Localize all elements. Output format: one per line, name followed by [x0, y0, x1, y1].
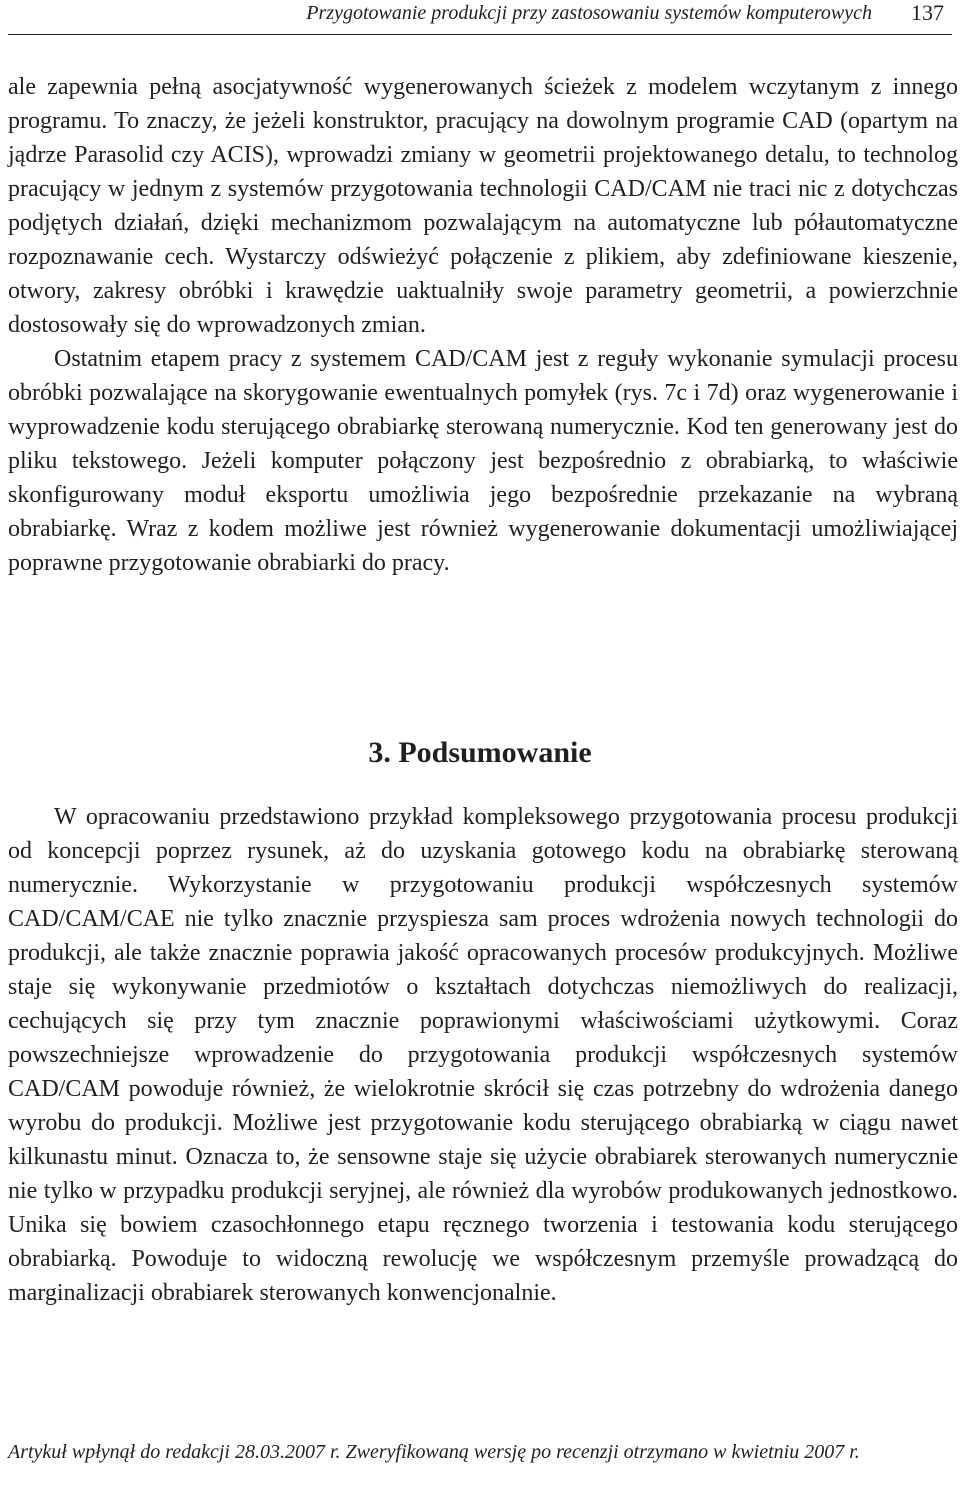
- submission-note: Artykuł wpłynął do redakcji 28.03.2007 r. Zweryfikowaną wersję po recenzji otrzymano w kwietniu 2007 r.: [8, 1441, 860, 1463]
- section-heading: 3. Podsumowanie: [368, 736, 592, 769]
- body-text-block: [8, 70, 958, 580]
- summary-text-block: [8, 800, 958, 1310]
- page-number: 137: [911, 0, 944, 25]
- body-paragraph: Ostatnim etapem pracy z systemem CAD/CAM jest z reguły wykonanie symulacji procesu obróbki pozwalające na skorygowanie ewentualnych pomyłek (rys. 7c i 7d) oraz wygenerowanie i wyprowadzenie kodu sterującego obrabiarkę sterowaną numerycznie. Kod ten generowany jest do pliku tekstowego. Jeżeli komputer połączony jest bezpośrednio z obrabiarką, to właściwie skonfigurowany moduł eksportu umożliwia jego bezpośrednie przekazanie na wybraną obrabiarkę. Wraz z kodem możliwe jest również wygenerowanie dokumentacji umożliwiającej poprawne przygotowanie obrabiarki do pracy.: [8, 346, 958, 576]
- continued-paragraph: ale zapewnia pełną asocjatywność wygenerowanych ścieżek z modelem wczytanym z innego programu. To znaczy, że jeżeli konstruktor, pracujący na dowolnym programie CAD (opartym na jądrze Parasolid czy ACIS), wprowadzi zmiany w geometrii projektowanego detalu, to technolog pracujący w jednym z systemów przygotowania technologii CAD/CAM nie traci nic z dotychczas podjętych działań, dzięki mechanizmom pozwalającym na automatyczne lub półautomatyczne rozpoznawanie cech. Wystarczy odświeżyć połączenie z plikiem, aby zdefiniowane kieszenie, otwory, zakresy obróbki i krawędzie uaktualniły swoje parametry geometrii, a powierzchnie dostosowały się do wprowadzonych zmian.: [8, 74, 958, 338]
- running-header: [8, 0, 952, 35]
- running-title: Przygotowanie produkcji przy zastosowaniu systemów komputerowych: [306, 2, 872, 24]
- summary-paragraph: W opracowaniu przedstawiono przykład kompleksowego przygotowania procesu produkcji od koncepcji poprzez rysunek, aż do uzyskania gotowego kodu na obrabiarkę sterowaną numerycznie. Wykorzystanie w przygotowaniu produkcji współczesnych systemów CAD/CAM/CAE nie tylko znacznie przyspiesza sam proces wdrożenia nowych technologii do produkcji, ale także znacznie poprawia jakość opracowanych procesów produkcyjnych. Możliwe staje się wykonywanie przedmiotów o kształtach dotychczas niemożliwych do realizacji, cechujących się przy tym znacznie poprawionymi właściwościami użytkowymi. Coraz powszechniejsze wprowadzenie do przygotowania produkcji współczesnych systemów CAD/CAM powoduje również, że wielokrotnie skrócił się czas potrzebny do wdrożenia danego wyrobu do produkcji. Możliwe jest przygotowanie kodu sterującego obrabiarką w ciągu nawet kilkunastu minut. Oznacza to, że sensowne staje się użycie obrabiarek sterowanych numerycznie nie tylko w przypadku produkcji seryjnej, ale również dla wyrobów produkowanych jednostkowo. Unika się bowiem czasochłonnego etapu ręcznego tworzenia i testowania kodu sterującego obrabiarką. Powoduje to widoczną rewolucję we współczesnym przemyśle prowadzącą do marginalizacji obrabiarek sterowanych konwencjonalnie.: [8, 804, 958, 1306]
